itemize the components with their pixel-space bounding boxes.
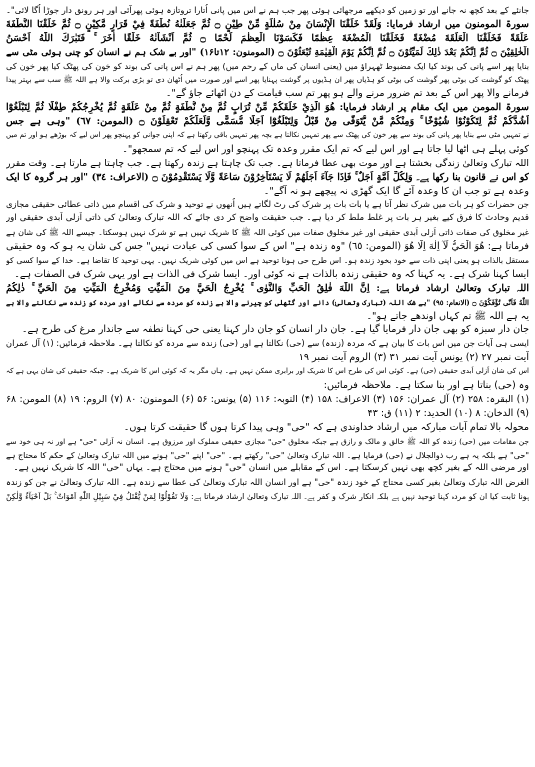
- text-line: جان دار سبزہ کو بھی جان دار فرمایا گیا ہے۔ جان دار انسان کو جان دار کہنا یعنی حی کہنا نطفہ سے جاندار مرغ کی طرح ہے۔: [21, 324, 529, 336]
- text-line: فرماتا ہے: هُوَ الْحَيُّ لَآ اِلٰهَ اِلَّا هُوَ (المومن: ٦٥) "وہ زندہ ہے" اس کے سوا کسی کی عبادت نہیں" جس کی شان یہ ہو کہ وہ حقیقی: [6, 241, 529, 253]
- text-line: غیر مخلوق کی صفات ذاتی اَزلی اَبدی حقیقی اور غیر مخلوق صفات میں کوئی اللہ ﷺ کا شریک نہیں ہے تو شرک نہیں ہوسکتا۔ جیسے اللہ ﷺ کی شان ہے: [6, 228, 529, 238]
- text-line: جن مقامات میں (حی) زندہ کو اللہ ﷺ خالق و مالک و رازق ہے جبکہ مخلوق "حی" مجازی حقیقی مملوک اور مرزوق ہے۔ انسان نہ اَزلی "حی" ہے اور نہ ہی خود سے: [6, 436, 529, 446]
- text-line: اَشُدَّكُمْ ثُمَّ لِتَكُوْنُوْا شُيُوْخًا ۚ وَمِنْكُمْ مَّنْ يُّتَوَفّٰى مِنْ قَبْلُ وَلِتَبْلُغُوْٓا اَجَلًا مُّسَمًّى وَّلَعَلَّكُمْ تَعْقِلُوْنَ ۝ (المومن: ٦٧) "وہی ہے جس: [6, 116, 529, 128]
- text-line: ہونا ثابت کیا ان کو مردہ کہنا توحید نہیں ہے بلکہ انکار شرک و کفر ہے۔ اللہ تبارک وتعالیٰ ارشاد فرماتا ہے: وَلَا تَقُوْلُوْا لِمَنْ يُّقْتَلُ فِيْ سَبِيْلِ اللّٰهِ اَمْوَاتٌ ۚ بَلْ اَحْيَآءٌ وَّلٰكِنْ: [6, 492, 529, 502]
- text-line: ایسی ہی آیات جن میں اس بات کا بیان ہے کہ مردہ (زندہ) سے (حی) نکالتا ہے اور (حی) زندہ سے مردہ کو نکالتا ہے۔ ملاحظہ فرمائیں: (۱) آل عمران: [6, 338, 529, 349]
- text-line: ایسا کہنا شرک ہے۔ یہ کہنا کہ وہ حقیقی زندہ بالذات ہے نہ کوئی اور۔ ایسا شرک فی الذات ہے اور یہی شرک فی الصفات ہے۔: [14, 268, 529, 280]
- text-line: محولہ بالا تمام آیات مبارکہ میں ارشاد خداوندی ہے کہ "حی" وہی پیدا کرتا ہوں گا حقیقت کرتا ہوں۔: [123, 421, 529, 433]
- text-line: جانئے کے بعد کچھ نہ جانے اور تو زمین کو دیکھے مرجھائی ہوئی پھر جب ہم نے اس میں پانی اُتارا تروتازہ ہوئی پھرآئی اور ہر رونق دار جوڑا اُگا لائی"۔: [6, 5, 529, 15]
- text-line: مستقل بالذات ہو یعنی اپنی ذات سے خود بخود زندہ ہو۔ اس طرح حی ہونا توحید ہے اس میں کوئی شریک نہیں۔ یہی توحید کا تقاضا ہے۔ خدا کے سوا کسی کو: [6, 256, 529, 266]
- text-line: الْخٰلِقِيْنَ ۝ ثُمَّ اِنَّكُمْ بَعْدَ ذٰلِكَ لَمَيِّتُوْنَ ۝ ثُمَّ اِنَّكُمْ يَوْمَ الْقِيٰمَةِ تُبْعَثُوْنَ ۝ (المومنون: ۱۲تا۱۶) "اور بے شک ہم نے انسان کو چنی ہوئی مٹی سے: [6, 46, 529, 58]
- text-line: اور مرضی اللہ کے بغیر کچھ بھی نہیں کرسکتا ہے۔ اس کے مقابلے میں انسان "حی" ہونے میں محتاج ہے۔ یہاں "حی" اللہ کا شریک نہیں ہے۔: [13, 463, 529, 474]
- text-line: آیت نمبر ۲۷ (۲) یونس آیت نمبر ۳۱ (۳) الروم آیت نمبر ۱۹: [298, 352, 529, 364]
- text-line: اللہ تبارک وتعالیٰ ارشاد فرماتا ہے: اِنَّ اللّٰهَ فٰلِقُ الْحَبِّ وَالنَّوٰى ۚ يُخْرِجُ الْحَيَّ مِنَ الْمَيِّتِ وَمُخْرِجُ الْمَيِّتِ مِنَ الْحَيِّ ۚ ذٰلِكُمُ: [6, 282, 529, 294]
- text-line: یہ ہے اللہ ﷺ تم کہاں اوندھے جاتے ہو"۔: [366, 310, 529, 322]
- text-line: وہ (حی) بناتا ہے اور بنا سکتا ہے۔ ملاحظہ فرمائیں:: [323, 380, 529, 392]
- text-line: اس کی شان اَزلی اَبدی حقیقی (حی) ہے۔ کوئی اس کی طرح اس کا شریک اور برابری ممکن نہیں ہے۔ ہاں مگر یہ کہ کوئی اس کا شریک ہے۔ جبکہ حقیقی کی شان یہی ہے کہ: [6, 367, 529, 376]
- text-line: پھٹک کو گوشت کی بوٹی پھر گوشت کی بوٹی کو ہڈیاں پھر ان ہڈیوں پر گوشت پہنایا پھر اسے اور صورت میں اُٹھان دی تو بڑی برکت والا ہے اللہ ﷺ سب سے بہتر پیدا: [6, 75, 529, 85]
- text-line: فرمانے والا پھر اس کے بعد تم ضرور مرنے والے ہو پھر تم سب قیامت کے دن اٹھائے جاؤ گے"۔: [165, 88, 529, 100]
- text-line: جن حضرات کو ہر بات میں شرک نظر آتا ہے یا بات بات پر شرک کی رٹ لگاتے ہیں اُنھوں نے توحید و شرک کی اقسام میں ذاتی عطائی حقیقی مجازی: [6, 199, 529, 210]
- text-line: اللہ تبارک وتعالیٰ زندگی بخشتا ہے اور موت بھی عطا فرماتا ہے۔ جب تک چاہتا ہے زندہ رکھتا ہے۔ جب چاہتا ہے مارتا ہے۔ وقت مقرر: [6, 157, 529, 169]
- text-line: وعدہ ہے تو جب ان کا وعدہ آئے گا ایک گھڑی نہ پیچھے ہو نہ آگے"۔: [263, 185, 529, 197]
- text-line: الغرض اللہ تبارک وتعالیٰ بغیر کسی محتاج کے خود زندہ "حی" ہے اور انسان اللہ تبارک وتعالیٰ کی عطا سے زندہ ہے۔ اللہ تبارک وتعالیٰ نے جن کو زندہ: [6, 477, 529, 488]
- text-line: (۹) الدخان: ۸ (۱۰) الحدید: ۲ (۱۱) ق: ۴۳: [367, 407, 529, 419]
- text-line: نے تمہیں مٹی سے بنایا پھر پانی کی بوند سے پھر خون کی پھٹک سے پھر تمہیں نکالتا ہے بچہ پھر تمہیں باقی رکھتا ہے کہ اپنی جوانی کو پہنچو پھر اس لیے کہ بوڑھے ہو اور تم میں: [6, 131, 529, 140]
- text-line: بنایا پھر اسے پانی کی بوند کیا ایک مضبوط ٹھہراؤ میں (یعنی انسان کی ماں کے رحم میں) پھر ہم نے اس پانی کی بوند کو خون کی پھٹک کیا پھر خون کی: [6, 60, 529, 71]
- text-line: "حی" ہے بلکہ یہ ہے رب ذوالجلال نے (حی) فرمایا ہے۔ اللہ تبارک وتعالیٰ "حی" رکھتے ہے۔ "حی" اپنے "حی" ہونے میں اللہ تبارک وتعالیٰ کے حکم کا محتاج ہے: [6, 450, 529, 460]
- text-line: (۱) البقرہ: ۲۵۸ (۲) آل عمران: ۱۵۶ (۳) الاعراف: ۱۵۸ (۴) التوبہ: ۱۱۶ (۵) یونس: ۵۶ (۶) المومنون: ۸۰ (۷) الروم: ۱۹ (۸) المومن: ۶۸: [6, 393, 529, 405]
- text-line: سورۃ المومنون میں ارشاد فرمایا: وَلَقَدْ خَلَقْنَا الْإِنْسَانَ مِنْ سُلٰلَةٍ مِّنْ طِيْنٍ ۝ ثُمَّ جَعَلْنٰهُ نُطْفَةً فِيْ قَرَارٍ مَّكِيْنٍ ۝ ثُمَّ خَلَقْنَا النُّطْفَةَ: [6, 18, 529, 30]
- text-line: کو اس نے قانون بنا رکھا ہے۔ وَلِكُلِّ اُمَّةٍ اَجَلٌ ۚ فَاِذَا جَآءَ اَجَلُهُمْ لَا يَسْتَاْخِرُوْنَ سَاعَةً وَّلَا يَسْتَقْدِمُوْنَ ۝ (الاعراف: ٣٤) "اور ہر گروہ کا ایک: [6, 171, 529, 183]
- text-line: اللّٰهُ فَاَنّٰى تُؤْفَكُوْنَ ۝ (الانعام: ٩٥) "بے شک اللہ (تبارک وتعالیٰ) دانے اور گٹھلی کو چیرنے والا ہے زندہ کو مردہ سے نکالے اور مردہ کو زندہ سے نکالنے والا ہے: [6, 297, 529, 307]
- text-line: سورۃ المومن میں ایک مقام پر ارشاد فرمایا: هُوَ الَّذِيْ خَلَقَكُمْ مِّنْ تُرَابٍ ثُمَّ مِنْ نُّطْفَةٍ ثُمَّ مِنْ عَلَقَةٍ ثُمَّ يُخْرِجُكُمْ طِفْلًا ثُمَّ لِتَبْلُغُوْٓا: [6, 102, 529, 114]
- text-line: کوئی پہلے ہی اٹھا لیا جاتا ہے اور اس لیے کہ تم ایک مقرر وعدہ تک پہنچو اور اس لیے کہ تم سمجھو"۔: [122, 143, 529, 155]
- text-line: عَلَقَةً فَخَلَقْنَا الْعَلَقَةَ مُضْغَةً فَخَلَقْنَا الْمُضْغَةَ عِظٰمًا فَكَسَوْنَا الْعِظٰمَ لَحْمًا ۝ ثُمَّ اَنْشَاْنٰهُ خَلْقًا اٰخَرَ ۚ فَتَبٰرَكَ اللّٰهُ اَحْسَنُ: [6, 32, 529, 44]
- text-line: قدیم وحادث کا فرق کیے بغیر ہر بات پر غلط ملط کر دیا ہے۔ جب حقیقت واضح کر دی جائے کہ اللہ تبارک وتعالیٰ کی ذاتی اَزلی اَبدی حقیقی اور: [6, 213, 529, 224]
